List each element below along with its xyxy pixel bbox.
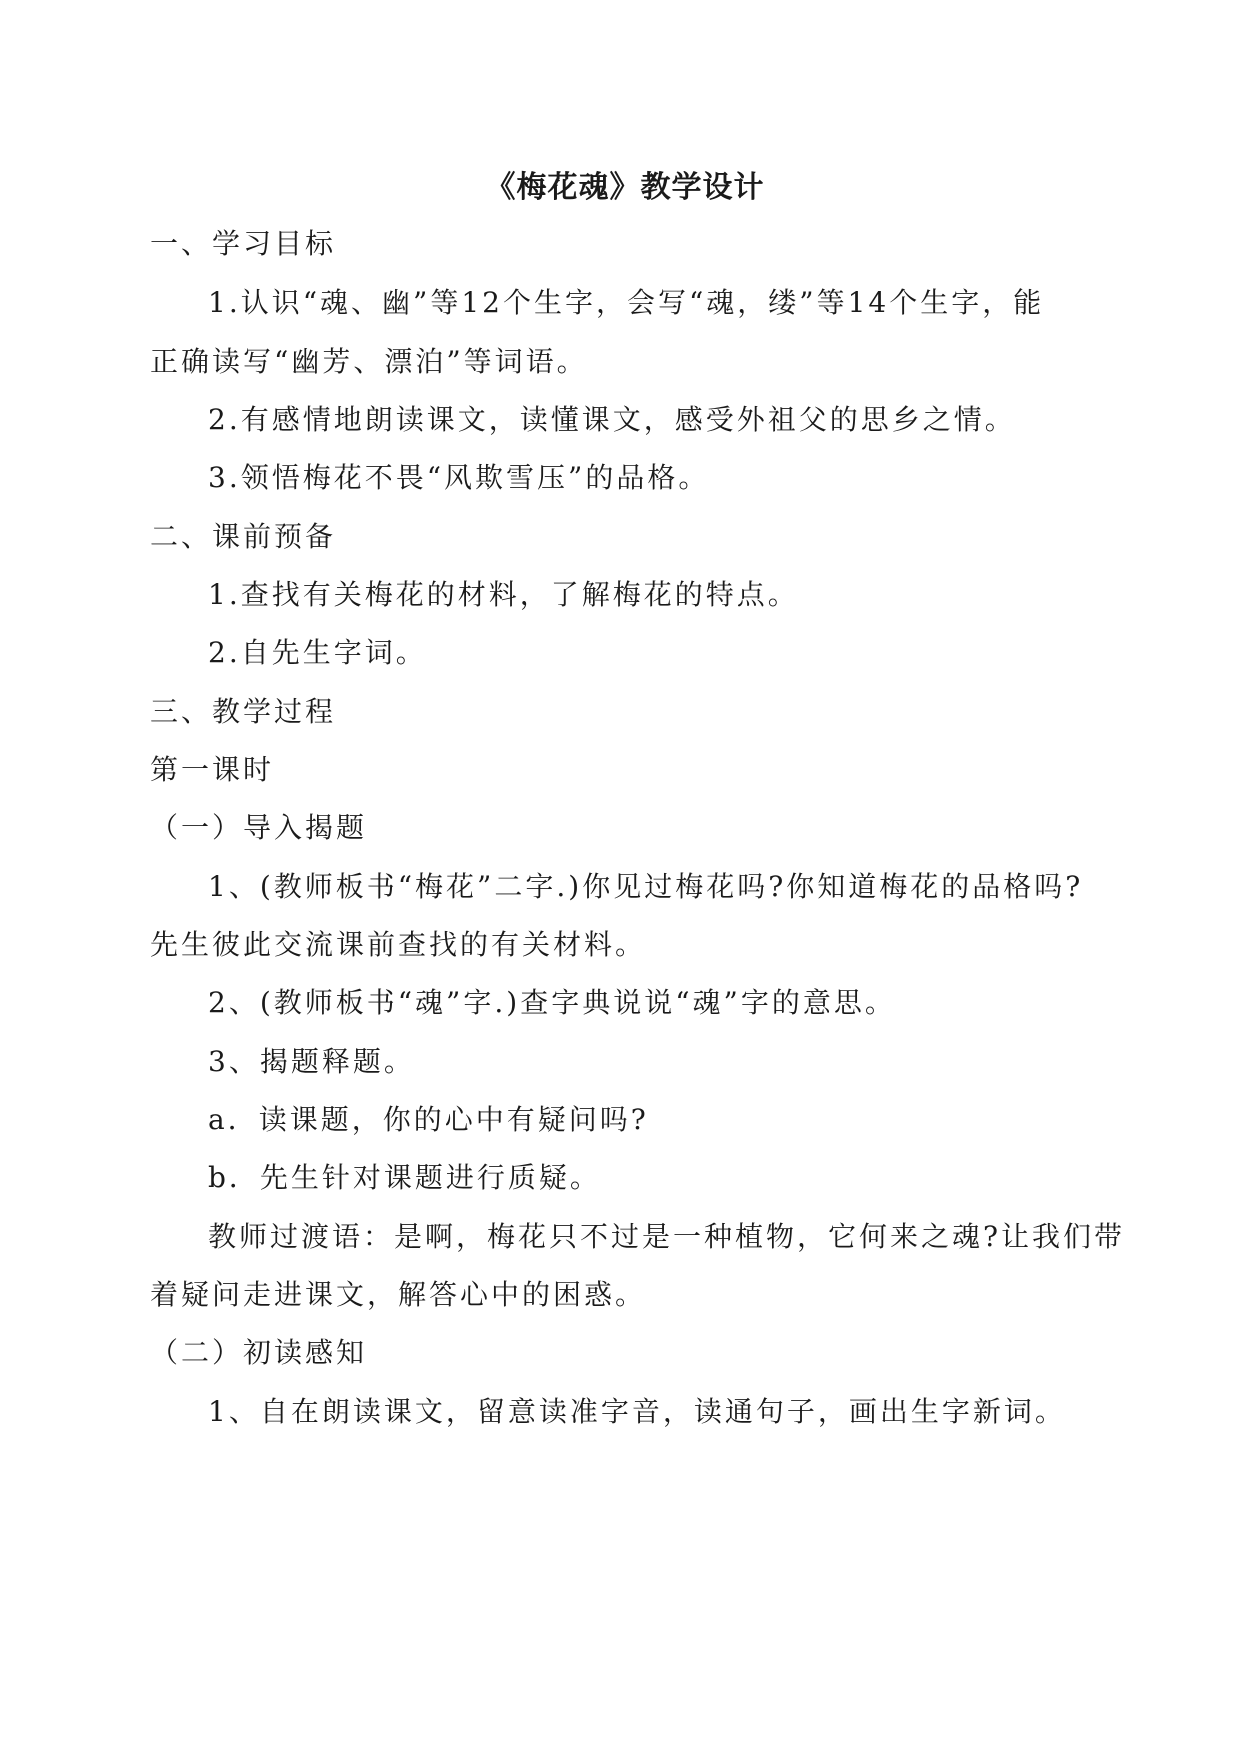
subsection-heading-first-reading: （二）初读感知 bbox=[150, 1336, 368, 1369]
transition-line-1: 教师过渡语：是啊，梅花只不过是一种植物，它何来之魂?让我们带 bbox=[208, 1220, 1126, 1253]
preparation-2: 2.自先生字词。 bbox=[208, 636, 427, 669]
lesson-heading-first: 第一课时 bbox=[150, 753, 275, 786]
intro-step-1-line-1: 1、(教师板书“梅花”二字.)你见过梅花吗?你知道梅花的品格吗? bbox=[208, 870, 1084, 903]
section-heading-preparation: 二、课前预备 bbox=[150, 520, 337, 553]
objective-1-line-1: 1.认识“魂、幽”等12个生字，会写“魂，缕”等14个生字，能 bbox=[208, 286, 1045, 319]
document-title: 《梅花魂》教学设计 bbox=[485, 170, 765, 205]
objective-1-line-2: 正确读写“幽芳、漂泊”等词语。 bbox=[150, 345, 588, 378]
preparation-1: 1.查找有关梅花的材料，了解梅花的特点。 bbox=[208, 578, 799, 611]
first-reading-step-1: 1、自在朗读课文，留意读准字音，读通句子，画出生字新词。 bbox=[208, 1395, 1066, 1428]
intro-step-2: 2、(教师板书“魂”字.)查字典说说“魂”字的意思。 bbox=[208, 986, 896, 1019]
transition-line-2: 着疑问走进课文，解答心中的困惑。 bbox=[150, 1278, 647, 1311]
intro-step-3b: b．先生针对课题进行质疑。 bbox=[208, 1161, 601, 1194]
intro-step-3: 3、揭题释题。 bbox=[208, 1045, 415, 1078]
objective-3: 3.领悟梅花不畏“风欺雪压”的品格。 bbox=[208, 461, 710, 494]
section-heading-process: 三、教学过程 bbox=[150, 695, 337, 728]
intro-step-1-line-2: 先生彼此交流课前查找的有关材料。 bbox=[150, 928, 647, 961]
section-heading-objectives: 一、学习目标 bbox=[150, 227, 337, 260]
intro-step-3a: a．读课题，你的心中有疑问吗? bbox=[208, 1103, 649, 1136]
objective-2: 2.有感情地朗读课文，读懂课文，感受外祖父的思乡之情。 bbox=[208, 403, 1016, 436]
subsection-heading-intro: （一）导入揭题 bbox=[150, 811, 368, 844]
